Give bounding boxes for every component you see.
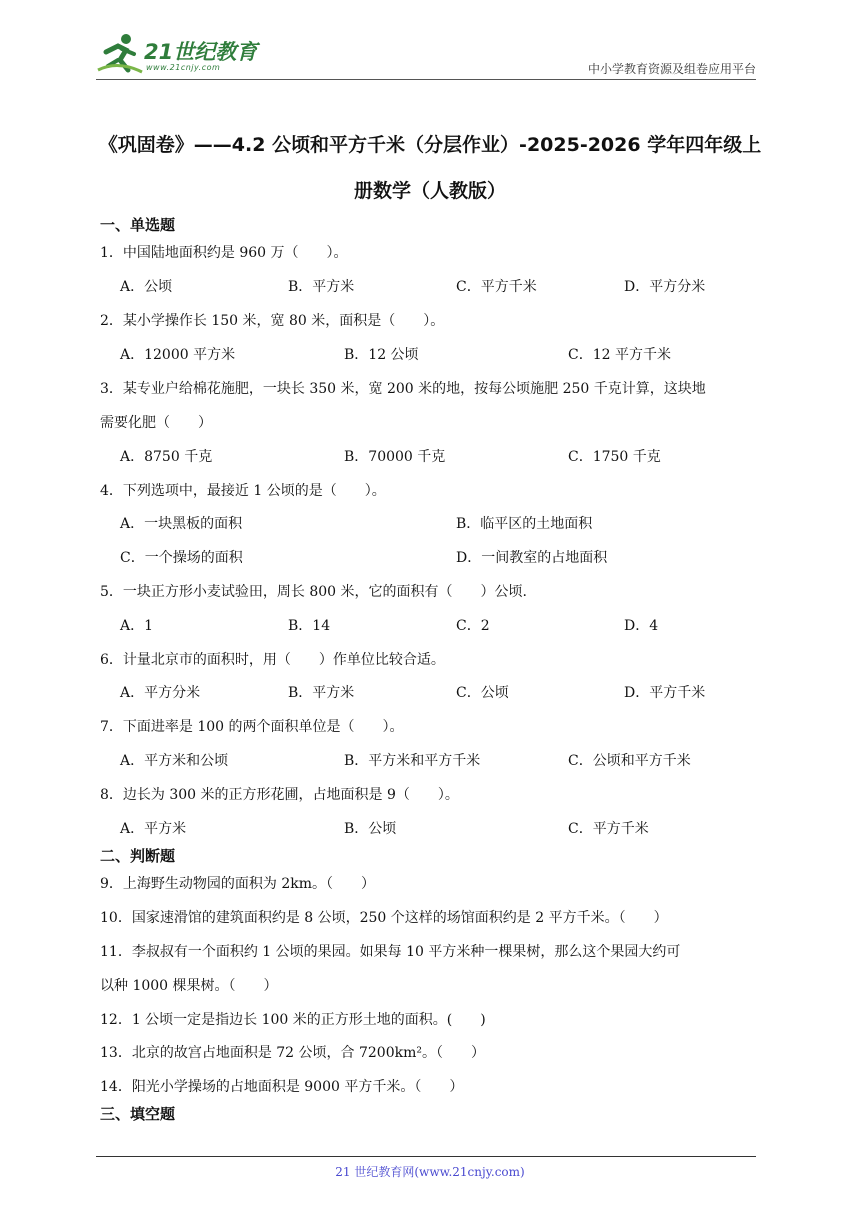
q8-option-b: B．公顷: [344, 821, 397, 837]
site-logo[interactable]: [96, 30, 266, 78]
question-13: 13．北京的故宫占地面积是 72 公顷，合 7200km²。（ ）: [100, 1045, 485, 1061]
question-3-line1: 3．某专业户给棉花施肥，一块长 350 米，宽 200 米的地，按每公顷施肥 250 千克计算，这块地: [100, 381, 706, 397]
question-2: 2．某小学操作长 150 米，宽 80 米，面积是（ ）。: [100, 313, 445, 329]
q6-option-b: B．平方米: [288, 685, 355, 701]
q6-option-d: D．平方千米: [624, 685, 706, 701]
question-1: 1．中国陆地面积约是 960 万（ ）。: [100, 245, 348, 261]
page-title-line1: 《巩固卷》——4.2 公顷和平方千米（分层作业）-2025-2026 学年四年级上: [98, 134, 762, 156]
question-8: 8．边长为 300 米的正方形花圃，占地面积是 9（ ）。: [100, 787, 459, 803]
q1-option-c: C．平方千米: [456, 279, 537, 295]
site-name: 中小学教育资源及组卷应用平台: [587, 62, 756, 76]
q7-option-a: A．平方米和公顷: [120, 753, 229, 769]
question-7: 7．下面进率是 100 的两个面积单位是（ ）。: [100, 719, 404, 735]
q8-option-a: A．平方米: [120, 821, 187, 837]
q2-option-b: B．12 公顷: [344, 347, 419, 363]
q2-option-a: A．12000 平方米: [120, 347, 236, 363]
q7-option-c: C．公顷和平方千米: [568, 753, 691, 769]
question-10: 10．国家速滑馆的建筑面积约是 8 公顷，250 个这样的场馆面积约是 2 平方千米。（ ）: [100, 910, 668, 926]
q4-option-a: A．一块黑板的面积: [120, 516, 243, 532]
q4-option-d: D．一间教室的占地面积: [456, 550, 608, 566]
q2-option-c: C．12 平方千米: [568, 347, 671, 363]
question-14: 14．阳光小学操场的占地面积是 9000 平方千米。（ ）: [100, 1079, 464, 1095]
q5-option-b: B．14: [288, 618, 331, 634]
q6-option-a: A．平方分米: [120, 685, 201, 701]
q1-option-d: D．平方分米: [624, 279, 706, 295]
page-footer[interactable]: 21 世纪教育网(www.21cnjy.com): [335, 1165, 525, 1179]
question-9: 9．上海野生动物园的面积为 2km。（ ）: [100, 876, 376, 892]
section-heading-single-choice: 一、单选题: [100, 216, 176, 234]
q5-option-a: A．1: [120, 618, 154, 634]
question-4: 4．下列选项中，最接近 1 公顷的是（ ）。: [100, 483, 386, 499]
q6-option-c: C．公顷: [456, 685, 509, 701]
runner-logo-icon: [96, 30, 144, 76]
page-title-line2: 册数学（人教版）: [353, 180, 506, 202]
q4-option-b: B．临平区的土地面积: [456, 516, 593, 532]
q5-option-c: C．2: [456, 618, 490, 634]
q3-option-b: B．70000 千克: [344, 449, 446, 465]
q3-option-c: C．1750 千克: [568, 449, 661, 465]
question-11-line1: 11．李叔叔有一个面积约 1 公顷的果园。如果每 10 平方米种一棵果树，那么这个果园大约可: [100, 944, 681, 960]
q8-option-c: C．平方千米: [568, 821, 649, 837]
question-3-line2: 需要化肥（ ）: [100, 415, 212, 431]
question-6: 6．计量北京市的面积时，用（ ）作单位比较合适。: [100, 652, 445, 668]
q3-option-a: A．8750 千克: [120, 449, 213, 465]
q7-option-b: B．平方米和平方千米: [344, 753, 481, 769]
section-heading-fill-in: 三、填空题: [100, 1105, 176, 1123]
footer-divider: [96, 1156, 756, 1157]
q4-option-c: C．一个操场的面积: [120, 550, 243, 566]
question-11-line2: 以种 1000 棵果树。（ ）: [100, 978, 278, 994]
section-heading-true-false: 二、判断题: [100, 847, 176, 865]
logo-text: 21世纪教育: [144, 40, 258, 64]
question-12: 12．1 公顷一定是指边长 100 米的正方形土地的面积。( ): [100, 1012, 486, 1028]
question-5: 5．一块正方形小麦试验田，周长 800 米，它的面积有（ ）公顷.: [100, 584, 527, 600]
header-divider: [96, 79, 756, 80]
logo-url: www.21cnjy.com: [146, 63, 221, 72]
q1-option-a: A．公顷: [120, 279, 173, 295]
q5-option-d: D．4: [624, 618, 659, 634]
page-header: [96, 30, 756, 80]
q1-option-b: B．平方米: [288, 279, 355, 295]
